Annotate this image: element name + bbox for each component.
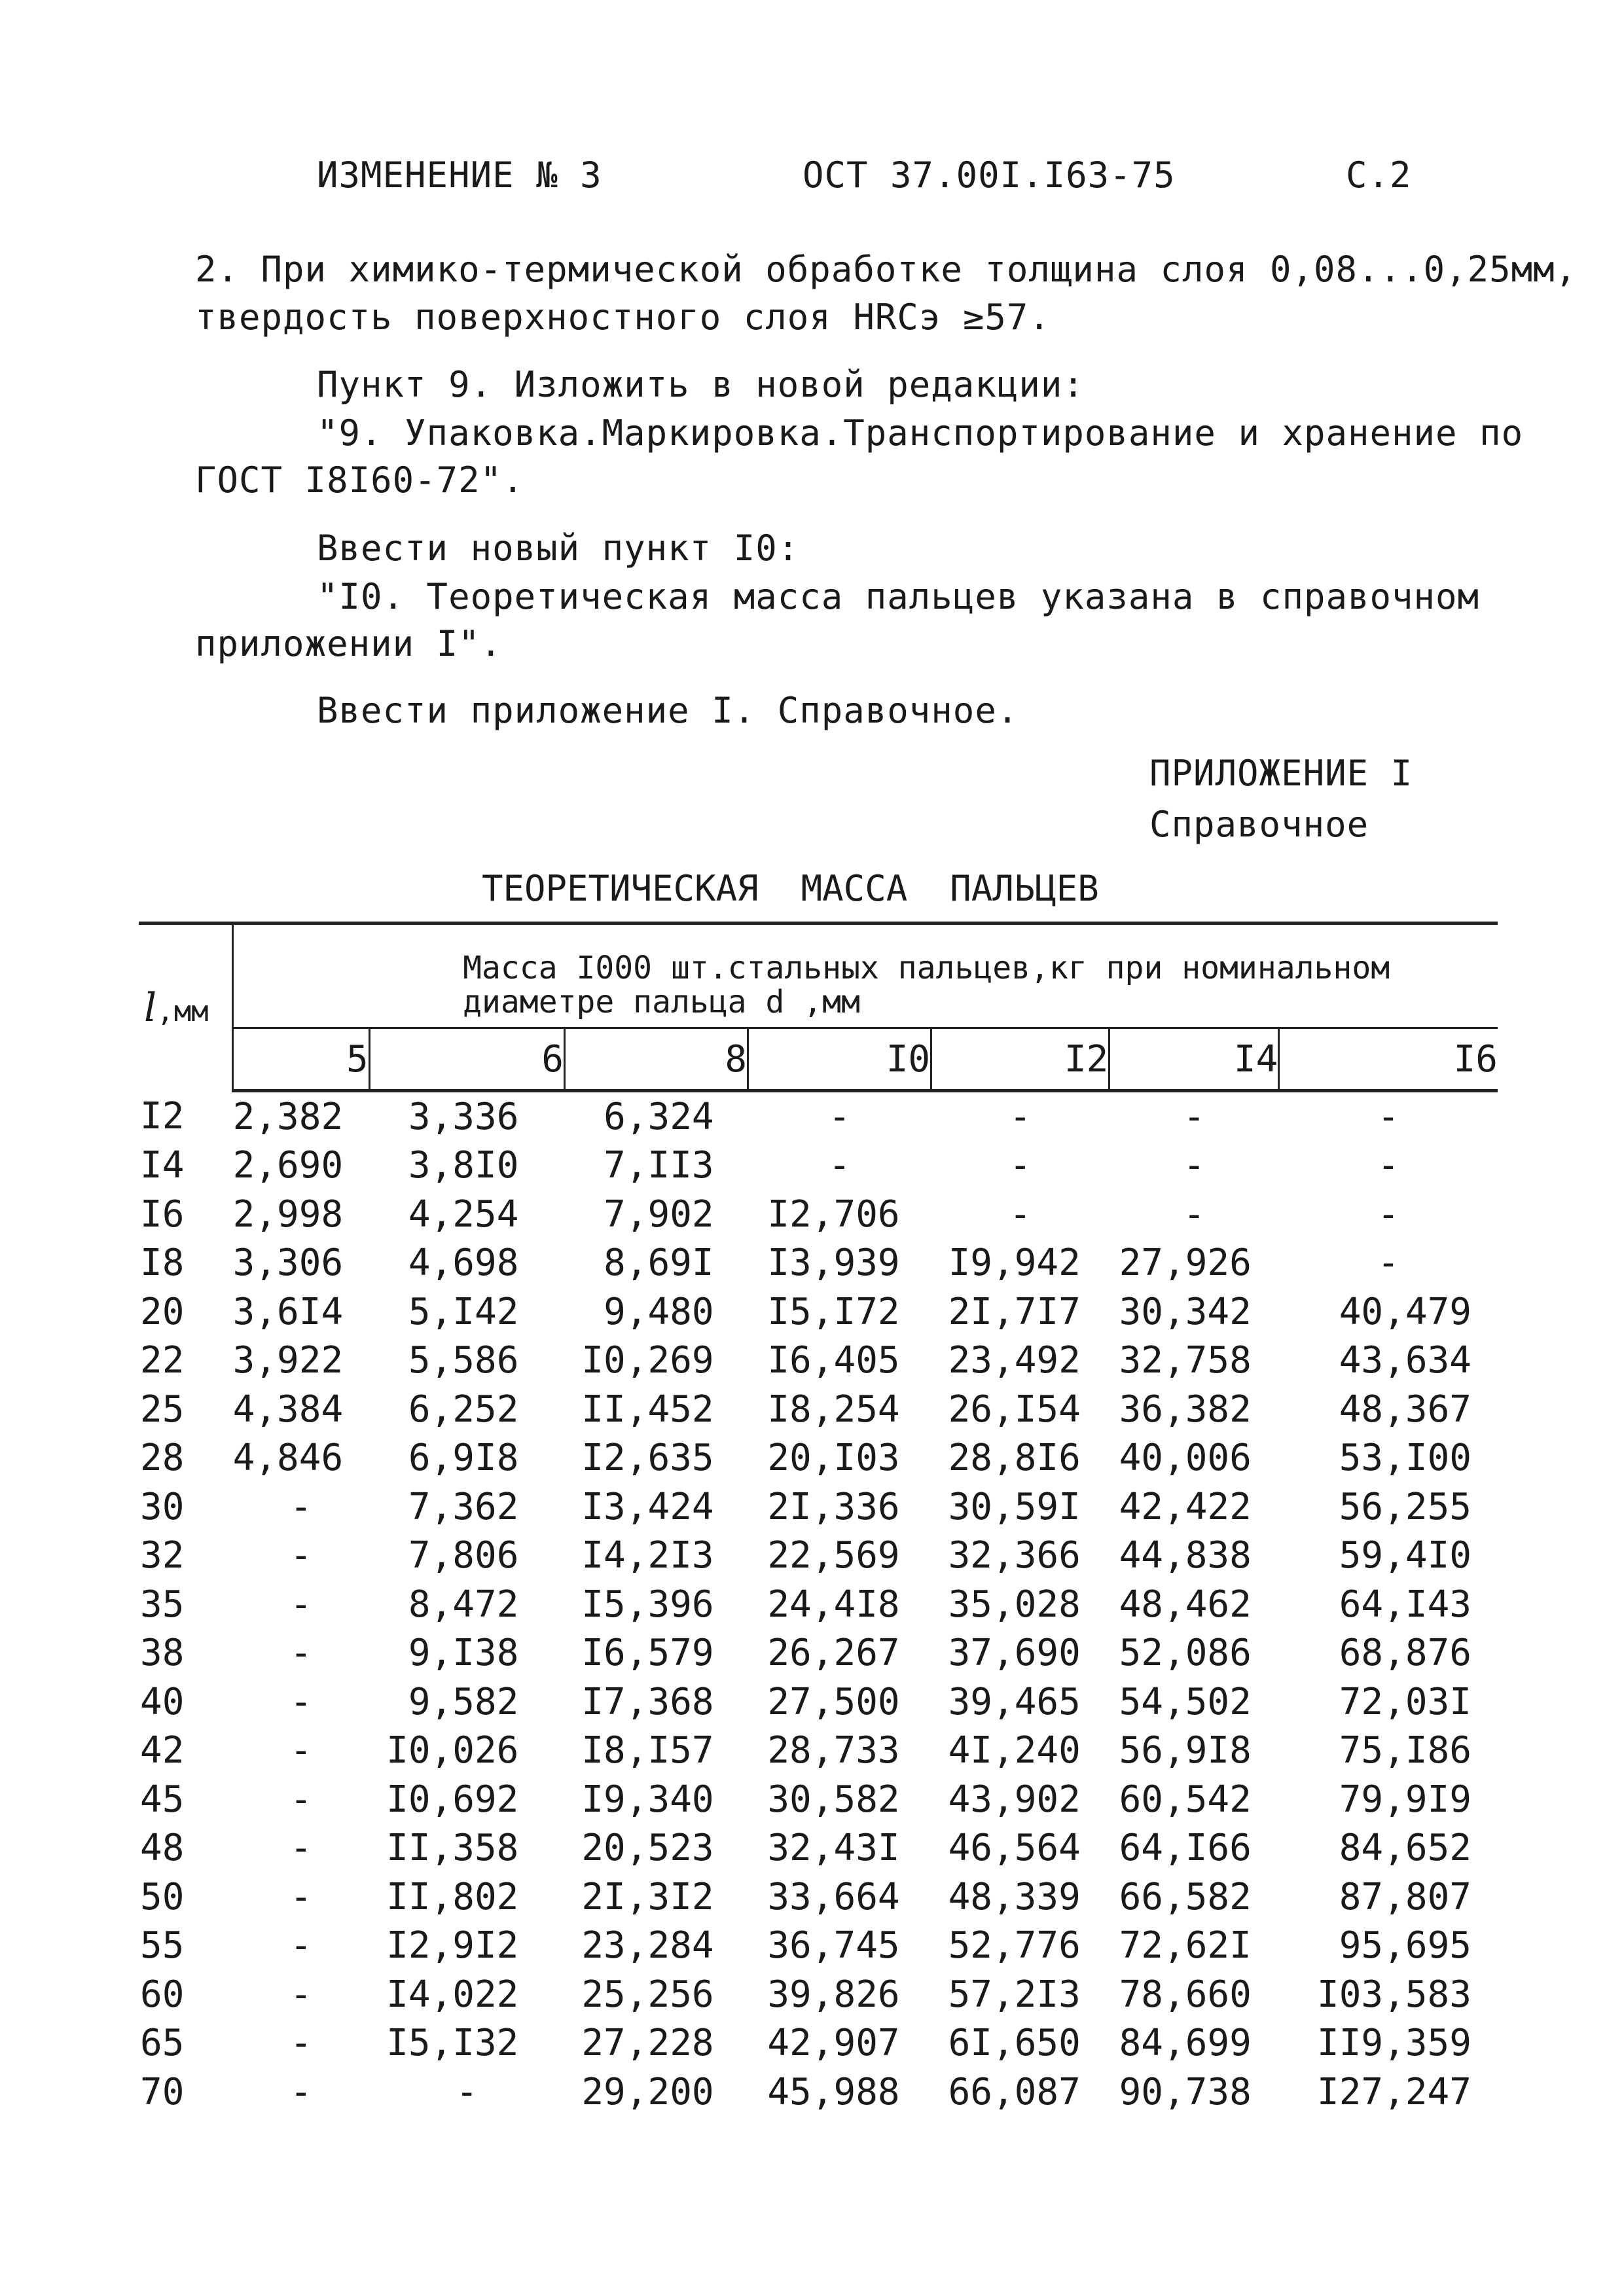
table-row — [139, 1580, 1498, 1629]
mass-cell: 5,586 — [408, 1339, 519, 1382]
mass-cell: 78,660 — [1119, 1973, 1252, 2016]
paragraph-5-line-2: приложении I". — [195, 623, 503, 664]
mass-cell: - — [1377, 1095, 1399, 1138]
mass-cell: 3,336 — [408, 1095, 519, 1138]
mass-cell: 37,690 — [948, 1632, 1081, 1675]
mass-cell: 9,582 — [408, 1680, 519, 1723]
mass-cell: 9,480 — [604, 1290, 714, 1333]
table-body — [139, 1091, 1498, 2117]
length-cell: I4 — [140, 1144, 185, 1187]
mass-cell: 30,582 — [767, 1778, 900, 1821]
mass-cell: 36,745 — [767, 1924, 900, 1967]
mass-cell: I3,939 — [767, 1242, 900, 1285]
mass-cell: 24,4I8 — [767, 1583, 900, 1626]
mass-cell: 75,I86 — [1339, 1729, 1471, 1772]
table-row — [139, 1385, 1498, 1434]
mass-cell: 45,988 — [767, 2070, 900, 2113]
table-row — [139, 1677, 1498, 1727]
mass-cell: - — [1377, 1144, 1399, 1187]
mass-cell: 3,922 — [232, 1339, 344, 1382]
mass-cell: 64,I66 — [1119, 1827, 1252, 1870]
mass-cell: 5,I42 — [408, 1290, 519, 1333]
appendix-title: ПРИЛОЖЕНИЕ I — [1149, 753, 1413, 794]
length-cell: 45 — [140, 1778, 185, 1821]
mass-cell: II,452 — [581, 1388, 714, 1431]
mass-cell: 3,8I0 — [408, 1144, 519, 1187]
mass-cell: - — [456, 2070, 478, 2113]
table-row — [139, 2068, 1498, 2117]
mass-cell: I6,405 — [767, 1339, 900, 1382]
mass-cell: 84,652 — [1339, 1827, 1471, 1870]
mass-cell: I2,635 — [581, 1437, 714, 1480]
length-cell: 70 — [140, 2070, 185, 2113]
mass-cell: I0,269 — [581, 1339, 714, 1382]
mass-cell: 2,382 — [232, 1095, 344, 1138]
mass-cell: - — [1377, 1193, 1399, 1236]
mass-cell: 7,II3 — [604, 1144, 714, 1187]
mass-cell: 6,324 — [604, 1095, 714, 1138]
mass-cell: 22,569 — [767, 1534, 900, 1577]
paragraph-3-line-1: "9. Упаковка.Маркировка.Транспортирование и хранение по — [317, 412, 1524, 454]
mass-cell: 48,367 — [1339, 1388, 1471, 1431]
mass-cell: I0,692 — [386, 1778, 519, 1821]
mass-cell: 35,028 — [948, 1583, 1081, 1626]
length-cell: 55 — [140, 1924, 185, 1967]
mass-cell: 2,690 — [232, 1144, 344, 1187]
length-cell: I6 — [140, 1193, 185, 1236]
mass-cell: I9,942 — [948, 1242, 1081, 1285]
mass-cell: 7,806 — [408, 1534, 519, 1577]
mass-cell: - — [1183, 1144, 1206, 1187]
mass-cell: 3,6I4 — [232, 1290, 344, 1333]
mass-cell: I0,026 — [386, 1729, 519, 1772]
length-cell: 35 — [140, 1583, 185, 1626]
column-header: 5 — [233, 1028, 370, 1091]
mass-cell: 42,907 — [767, 2022, 900, 2065]
length-cell: 25 — [140, 1388, 185, 1431]
paragraph-4: Ввести новый пункт I0: — [317, 528, 800, 569]
table-row — [139, 1727, 1498, 1776]
table-caption: Масса I000 шт.стальных пальцев,кг при номинальном диаметре пальца d ,мм — [233, 925, 1498, 1028]
mass-table — [139, 922, 1498, 2117]
mass-cell: I4,022 — [386, 1973, 519, 2016]
length-cell: 40 — [140, 1680, 185, 1723]
mass-cell: 48,462 — [1119, 1583, 1252, 1626]
mass-cell: - — [290, 1778, 312, 1821]
table-row — [139, 1141, 1498, 1191]
mass-cell: - — [290, 2070, 312, 2113]
mass-cell: - — [1183, 1193, 1206, 1236]
mass-cell: - — [1009, 1144, 1032, 1187]
mass-cell: I8,I57 — [581, 1729, 714, 1772]
mass-cell: 2I,3I2 — [581, 1875, 714, 1918]
mass-cell: 2,998 — [232, 1193, 344, 1236]
paragraph-3-line-2: ГОСТ I8I60-72". — [195, 459, 524, 501]
mass-cell: II,358 — [386, 1827, 519, 1870]
mass-cell: 8,472 — [408, 1583, 519, 1626]
mass-cell: 87,807 — [1339, 1875, 1471, 1918]
mass-cell: 84,699 — [1119, 2022, 1252, 2065]
mass-cell: 7,902 — [604, 1193, 714, 1236]
mass-cell: - — [290, 1680, 312, 1723]
mass-cell: - — [290, 1875, 312, 1918]
mass-cell: 46,564 — [948, 1827, 1081, 1870]
mass-cell: 26,I54 — [948, 1388, 1081, 1431]
mass-cell: 79,9I9 — [1339, 1778, 1471, 1821]
mass-cell: I3,424 — [581, 1485, 714, 1528]
table-row — [139, 1239, 1498, 1288]
mass-cell: - — [1377, 1242, 1399, 1285]
length-cell: 65 — [140, 2022, 185, 2065]
mass-cell: I8,254 — [767, 1388, 900, 1431]
mass-cell: 28,733 — [767, 1729, 900, 1772]
mass-cell: 64,I43 — [1339, 1583, 1471, 1626]
mass-cell: 6,9I8 — [408, 1437, 519, 1480]
mass-cell: 20,I03 — [767, 1437, 900, 1480]
mass-cell: 6,252 — [408, 1388, 519, 1431]
mass-cell: - — [290, 1973, 312, 2016]
mass-cell: 56,255 — [1339, 1485, 1471, 1528]
change-number: ИЗМЕНЕНИЕ № 3 — [317, 154, 602, 196]
mass-cell: 43,902 — [948, 1778, 1081, 1821]
mass-cell: 42,422 — [1119, 1485, 1252, 1528]
mass-cell: 20,523 — [581, 1827, 714, 1870]
length-cell: 60 — [140, 1973, 185, 2016]
mass-cell: 32,366 — [948, 1534, 1081, 1577]
mass-cell: I5,396 — [581, 1583, 714, 1626]
length-cell: 20 — [140, 1290, 185, 1333]
mass-cell: I5,I32 — [386, 2022, 519, 2065]
table-row — [139, 1434, 1498, 1483]
mass-cell: - — [290, 1827, 312, 1870]
mass-cell: 4,254 — [408, 1193, 519, 1236]
row-header-length: l,мм — [139, 925, 233, 1091]
length-cell: 42 — [140, 1729, 185, 1772]
length-cell: 30 — [140, 1485, 185, 1528]
mass-cell: 66,087 — [948, 2070, 1081, 2113]
mass-cell: 52,776 — [948, 1924, 1081, 1967]
mass-cell: 30,342 — [1119, 1290, 1252, 1333]
mass-cell: 60,542 — [1119, 1778, 1252, 1821]
mass-cell: 4I,240 — [948, 1729, 1081, 1772]
table-row — [139, 1482, 1498, 1532]
mass-cell: 40,479 — [1339, 1290, 1471, 1333]
table-row — [139, 2019, 1498, 2068]
mass-cell: 27,228 — [581, 2022, 714, 2065]
table-row — [139, 1873, 1498, 1922]
mass-cell: - — [290, 2022, 312, 2065]
column-header: 8 — [564, 1028, 748, 1091]
mass-cell: 26,267 — [767, 1632, 900, 1675]
mass-cell: - — [290, 1924, 312, 1967]
mass-cell: 90,738 — [1119, 2070, 1252, 2113]
mass-cell: 2I,336 — [767, 1485, 900, 1528]
mass-cell: 72,62I — [1119, 1924, 1252, 1967]
length-cell: 28 — [140, 1437, 185, 1480]
mass-cell: - — [828, 1095, 851, 1138]
paragraph-6: Ввести приложение I. Справочное. — [317, 690, 1019, 731]
mass-cell: 3,306 — [232, 1242, 344, 1285]
paragraph-1-line-2: твердость поверхностного слоя HRCэ ≥57. — [195, 296, 1051, 338]
mass-cell: 44,838 — [1119, 1534, 1252, 1577]
mass-cell: 66,582 — [1119, 1875, 1252, 1918]
table-row — [139, 1190, 1498, 1239]
table-row — [139, 1775, 1498, 1824]
mass-cell: 4,698 — [408, 1242, 519, 1285]
table-row — [139, 1629, 1498, 1678]
column-headers — [139, 1028, 1498, 1091]
mass-cell: - — [290, 1729, 312, 1772]
column-header: I2 — [931, 1028, 1110, 1091]
mass-cell: I9,340 — [581, 1778, 714, 1821]
standard-number: ОСТ 37.00I.I63-75 — [803, 154, 1176, 196]
column-header: I4 — [1110, 1028, 1279, 1091]
mass-cell: II,802 — [386, 1875, 519, 1918]
length-cell: 50 — [140, 1875, 185, 1918]
mass-cell: 29,200 — [581, 2070, 714, 2113]
mass-cell: 40,006 — [1119, 1437, 1252, 1480]
mass-cell: 23,492 — [948, 1339, 1081, 1382]
mass-cell: II9,359 — [1316, 2022, 1471, 2065]
table-title: ТЕОРЕТИЧЕСКАЯ МАССА ПАЛЬЦЕВ — [482, 868, 1099, 909]
mass-cell: - — [828, 1144, 851, 1187]
mass-cell: 36,382 — [1119, 1388, 1252, 1431]
mass-cell: 27,926 — [1119, 1242, 1252, 1285]
mass-cell: I27,247 — [1316, 2070, 1471, 2113]
mass-cell: I6,579 — [581, 1632, 714, 1675]
table-row — [139, 1336, 1498, 1386]
table-row — [139, 1824, 1498, 1873]
length-cell: 32 — [140, 1534, 185, 1577]
table-row — [139, 1970, 1498, 2019]
mass-cell: 32,43I — [767, 1827, 900, 1870]
mass-cell: 9,I38 — [408, 1632, 519, 1675]
mass-cell: 68,876 — [1339, 1632, 1471, 1675]
mass-cell: 33,664 — [767, 1875, 900, 1918]
mass-cell: 30,59I — [948, 1485, 1081, 1528]
paragraph-5-line-1: "I0. Теоретическая масса пальцев указана в справочном — [317, 576, 1480, 617]
length-cell: 48 — [140, 1827, 185, 1870]
mass-cell: 43,634 — [1339, 1339, 1471, 1382]
table-row — [139, 1922, 1498, 1971]
mass-cell: 59,4I0 — [1339, 1534, 1471, 1577]
mass-cell: I7,368 — [581, 1680, 714, 1723]
mass-cell: - — [290, 1485, 312, 1528]
mass-cell: 56,9I8 — [1119, 1729, 1252, 1772]
column-header: I6 — [1279, 1028, 1498, 1091]
mass-cell: I2,9I2 — [386, 1924, 519, 1967]
length-cell: 38 — [140, 1632, 185, 1675]
paragraph-2: Пункт 9. Изложить в новой редакции: — [317, 364, 1085, 405]
appendix-subtitle: Справочное — [1149, 804, 1369, 845]
mass-cell: I2,706 — [767, 1193, 900, 1236]
mass-cell: - — [1009, 1095, 1032, 1138]
mass-cell: 28,8I6 — [948, 1437, 1081, 1480]
mass-cell: 27,500 — [767, 1680, 900, 1723]
mass-cell: 8,69I — [604, 1242, 714, 1285]
mass-cell: 2I,7I7 — [948, 1290, 1081, 1333]
mass-cell: - — [290, 1632, 312, 1675]
mass-cell: 23,284 — [581, 1924, 714, 1967]
mass-cell: - — [290, 1583, 312, 1626]
mass-cell: - — [1183, 1095, 1206, 1138]
table-row — [139, 1532, 1498, 1581]
mass-cell: 4,384 — [232, 1388, 344, 1431]
mass-cell: 4,846 — [232, 1437, 344, 1480]
length-cell: I2 — [140, 1094, 185, 1138]
table-row — [139, 1091, 1498, 1141]
mass-cell: 53,I00 — [1339, 1437, 1471, 1480]
length-cell: I8 — [140, 1242, 185, 1285]
page-number: С.2 — [1346, 154, 1412, 196]
mass-cell: 6I,650 — [948, 2022, 1081, 2065]
mass-cell: 39,465 — [948, 1680, 1081, 1723]
mass-cell: 52,086 — [1119, 1632, 1252, 1675]
mass-cell: 7,362 — [408, 1485, 519, 1528]
mass-cell: 72,03I — [1339, 1680, 1471, 1723]
mass-cell: - — [290, 1534, 312, 1577]
column-header: 6 — [369, 1028, 564, 1091]
mass-cell: 39,826 — [767, 1973, 900, 2016]
table-row — [139, 1287, 1498, 1336]
mass-cell: 54,502 — [1119, 1680, 1252, 1723]
mass-cell: I4,2I3 — [581, 1534, 714, 1577]
mass-cell: - — [1009, 1193, 1032, 1236]
length-cell: 22 — [140, 1339, 185, 1382]
mass-cell: I03,583 — [1316, 1973, 1471, 2016]
mass-cell: 32,758 — [1119, 1339, 1252, 1382]
mass-cell: I5,I72 — [767, 1290, 900, 1333]
mass-cell: 95,695 — [1339, 1924, 1471, 1967]
mass-cell: 25,256 — [581, 1973, 714, 2016]
paragraph-1-line-1: 2. При химико-термической обработке толщина слоя 0,08...0,25мм, — [195, 249, 1578, 290]
mass-cell: 57,2I3 — [948, 1973, 1081, 2016]
column-header: I0 — [748, 1028, 931, 1091]
mass-cell: 48,339 — [948, 1875, 1081, 1918]
